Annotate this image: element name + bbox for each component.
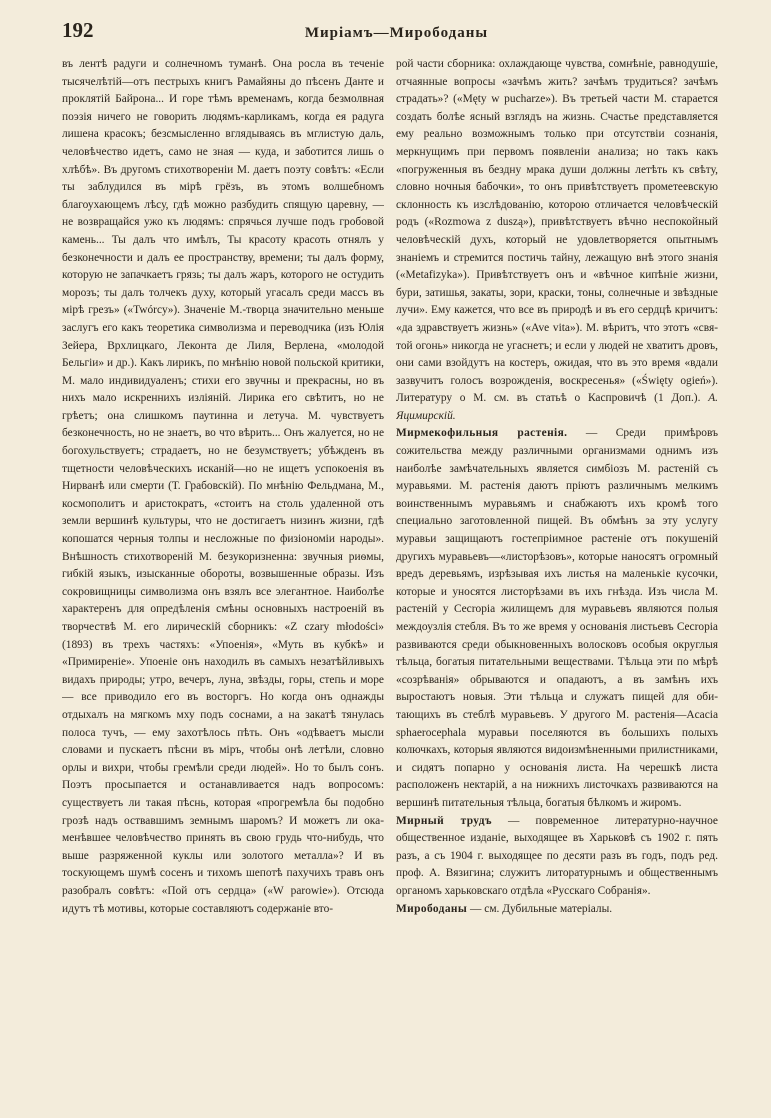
running-head: Мирiамъ—Мирободаны [304,25,489,41]
entry-text: — см. Дубильные матеріалы. [467,902,613,915]
text-columns [62,56,731,1106]
entry-headword: Мирный трудъ [396,814,492,827]
page-number: 192 [62,18,94,42]
left-column [62,56,384,1106]
entry-mirobalany [396,901,718,919]
entry-headword: Мирободаны [396,902,468,915]
entry-text: — повременное литературно-научное общественное изданіе, выходящее въ Харьковѣ съ 1902 г. пять разъ, а съ 1904 г. выходящее по десяти разъ въ годъ, подъ ред. проф. А. Вязигина; служитъ литоратурнымъ и общественнымъ органомъ харьковскаго отдѣла «Русскаго Собранія». [396,814,718,897]
entry-headword: Мирмекофильныя растенія. [396,427,568,440]
page-header [62,18,731,48]
entry-mirny-trud [396,813,718,901]
continuation-text: рой части сборника: охлаждающе чувства, сомнѣніе, равнодушіе, отчаянные вопросы «зачѣмъ жить? зачѣмъ трудиться? зачѣмъ страдать»? («Męty w pucharze»). Въ третьей части М. старается создать болѣе ясный взглядъ на жизнь. Счастье представляется ему реально возможнымъ только при отсутствіи сознанія, меркнущимъ при первомъ появленіи анализа; но такъ какъ «погруженныя въ бездну мрака души должны летѣть къ свѣту, словно ночныя бабочки», то онъ привѣтствуетъ прометеевскую склонность къ изслѣдованію, которою отличается человѣческій родъ («Rozmowa z duszą»), привѣтствуетъ вѣчно неспокойный человѣческій духъ, который не удовлетворяется опытнымъ знаніемъ и стремится постичь тайну, лежащую внѣ этого знанія («Metafizyka»). Привѣтствуетъ онъ и «вѣчное кипѣніе жизни, бури, затишья, закаты, зори, краски, тоны, солнечные и звѣздные лучи». Ему кажется, что все въ природѣ и въ его сердцѣ кричитъ: «да здравствуетъ жизнь» («Ave vita»). М. вѣритъ, что этотъ «святой огонь» никогда не угаснетъ; и если у людей не хватитъ дровъ, они сами взойдутъ на костеръ, ожидая, что въ это время «вдали зазвучитъ голосъ возрожденія, воскресенья» («Święty ogień»). Литературу о М. см. въ статьѣ о Каспровичѣ (1 Доп.). [396,58,718,405]
right-column [396,56,718,1106]
left-column-text: въ лентѣ радуги и солнечномъ туманѣ. Она росла въ теченіе тысячелѣтій—отъ пестрыхъ книгъ Рамайяны до пѣсенъ Данте и проклятій Байрона... И горе тѣмъ временамъ, когда безмолвная поэзія ничего не говорить людямъ-карликамъ, когда ея радуга лишена красокъ; безсмысленно вглядываясь въ мглистую даль, человѣчество идетъ, само не зная — куда, и заботится лишь о хлѣбѣ». Въ другомъ стихотвореніи М. даетъ поэту совѣтъ: «Если ты заблудился въ мірѣ грёзъ, въ этомъ волшебномъ благоухающемъ лѣсу, гдѣ можно разбудить спящую царевну, — не возвращайся ужо къ людямъ: спрячься лучше подъ гробовой камень... Ты далъ что имѣлъ, Ты красоту красоть отнялъ у безконечности и далъ ее пространству, времени; ты далъ форму, которую не запачкаетъ грязь; ты далъ жаръ, которого не остудить морозъ; ты далъ толчекъ духу, который угасалъ среди массъ въ мірѣ грезъ» («Twórcy»). Значеніе М.-творца значительно меньше заслугъ его какъ теоретика символизма и переводчика (изъ Юлія Зейера, Врхлицкаго, Леконта де Лиля, Верлена, «молодой Бельгіи» и др.). Какъ лирикъ, по мнѣнію новой польской критики, М. мало индивидуаленъ; стихи его звучны и прекрасны, но въ нихъ мало искреннихъ изліяній. Лирика его свѣтитъ, но не грѣетъ; она слишкомъ паутинна и летуча. М. чувствуетъ безконечность, но не знаетъ, во что вѣрить... Онъ жалуется, но не богохульствуетъ; страдаетъ, но не безумствуетъ; убѣжденъ въ тщетности человѣческихъ исканій—но не ищетъ успокоенія въ Нирванѣ или смерти (Т. Грабовскій). По мнѣнію Фельдмана, М., космополитъ и аристократъ, «стоитъ на столь удаленной отъ земли вершинѣ культуры, что не достигаетъ низинъ жизни, гдѣ копошатся черныя толпы и несложные по физіономіи народы». Внѣшность стихотвореній М. безукоризненна: звучныя риѳмы, гибкій языкъ, изысканные обороты, возвышенные образы. Изъ сокровищницы символизма онъ взялъ все элегантное. Наиболѣе характеренъ для опредѣленія смѣны основныхъ настроеній въ творчествѣ М. его лирическій сборникъ: «Z czary młodości» (1893) въ трехъ частяхъ: «Упоенія», «Муть въ кубкѣ» и «Примиреніе». Упоеніе онъ находилъ въ самыхъ незатѣйливыхъ видахъ природы; утро, вечеръ, луна, звѣзды, горы, степь и море — все приводило его въ восторгъ. Но когда онъ однажды отдыхалъ на мягкомъ мху подъ соснами, а на закатѣ тянулась полоса тучъ, — ему захотѣлось пѣть. Онъ «одѣваетъ мысли словами и пускаетъ пѣсни въ міръ, чтобы онѣ летѣли, словно орлы и вихри, чтобы гремѣли среди людей». Но то былъ сонъ. Поэтъ просыпается и останавливается надъ вопросомъ: существуетъ ли такая пѣснь, которая «прогремѣла бы подобно грозѣ надъ оствавшимъ земнымъ шаромъ? И можетъ ли окаменѣвшее человѣчество принять въ свою грудь что-нибудь, что выше разряженной куклы или золотого металла»? И въ тоскующемъ шумѣ сосенъ и тихомъ шепотѣ пахучихъ травъ онъ разобралъ совѣтъ: «Пой отъ сердца» («W parowie»). Отсюда идутъ тѣ мотивы, которые составляютъ содержаніе вто- [62,58,384,915]
entry-text: — Среди примѣровъ сожительства между различными организмами однимъ изъ наиболѣе замѣчательныхъ является симбіозъ М. растеній съ муравьями. М. растенія даютъ пріютъ различнымъ мелкимъ воинственнымъ муравьямъ и снабжаютъ ихъ кромѣ того специально заготовленной пищей. Въ обмѣнъ за эту услугу муравьи защищаютъ гостепріимное растеніе отъ покушеній другихъ муравьевъ—«листорѣзовъ», которые наносятъ огромный вредъ деревьямъ, изрѣзывая ихъ листья на маленькіе кусочки, которые и уносятся листорѣзами въ ихъ гнѣзда. Изъ числа М. растеній у Cecropia жилищемъ для муравьевъ являются полыя междоузлія стебля. Въ то же время у основанія листьевъ Cecropia развиваются среди обыкновенныхъ волосковъ особыя округлыя тѣльца, богатыя питательными веществами. Тѣльца эти по мѣрѣ «созрѣванія» обрываются и опадаютъ, а въ замѣнъ ихъ выростаютъ новыя. Эти тѣльца и служатъ пищей для обитающихъ въ стеблѣ муравьевъ. У другого М. растенія—Acacia sphaerocephala муравьи поселяются въ большихъ полыхъ колючкахъ, которыя являются видоизмѣненными прилистниками, и сидятъ попарно у основанія листа. На черешкѣ листа расположенъ нектарій, а на нижнихъ листочкахъ развиваются на вершинѣ питательныя тѣльца, богатыя бѣлкомъ и жиромъ. [396,427,718,809]
author-signature: А. Яцимирскій. [396,392,718,422]
article-continuation [396,56,718,425]
entry-myrmecophilous [396,425,718,812]
